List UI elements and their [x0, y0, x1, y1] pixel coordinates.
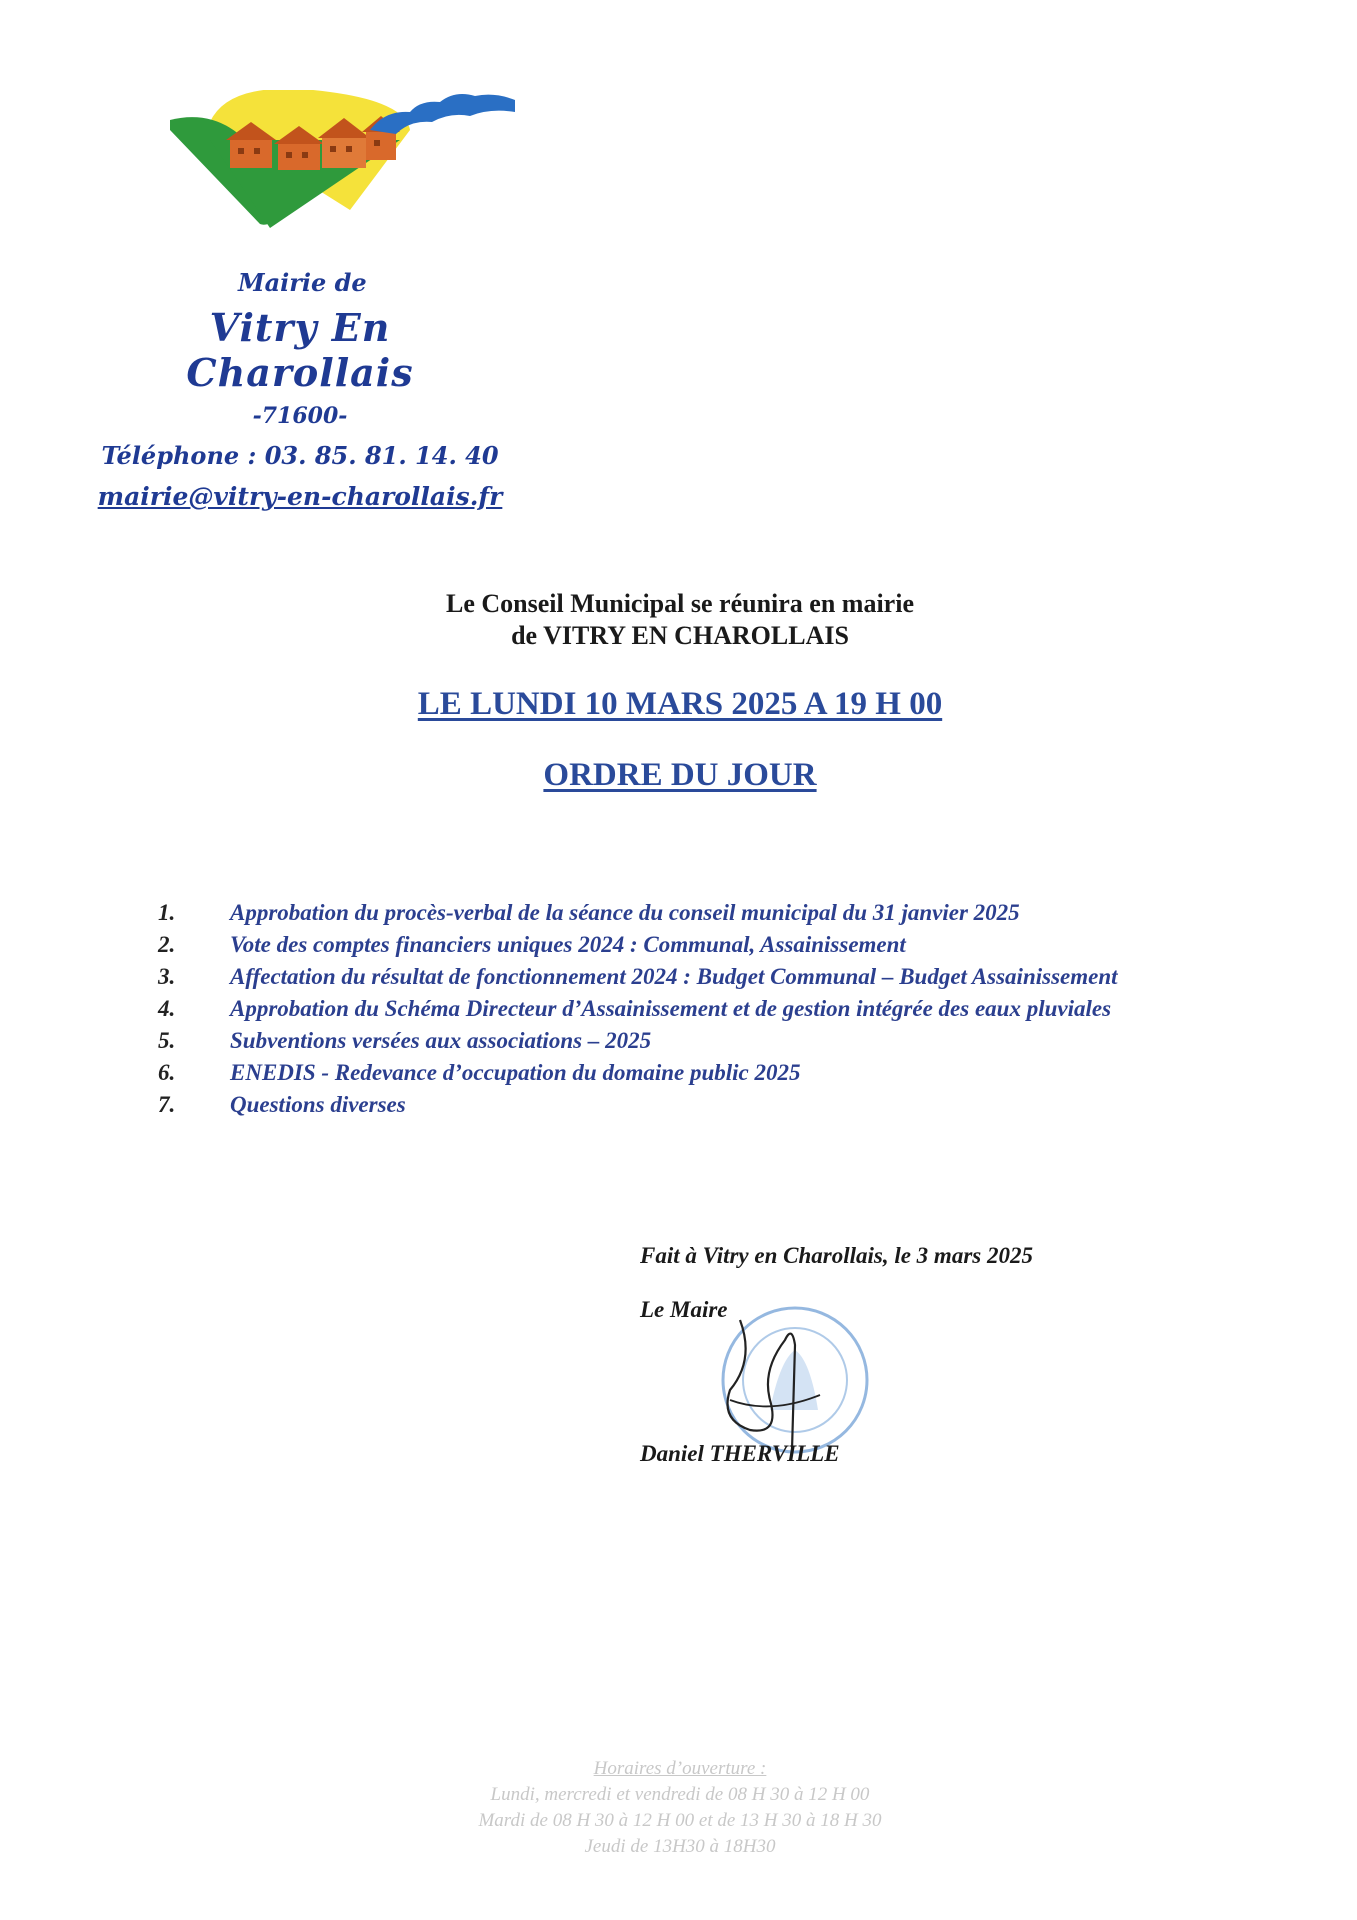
agenda-item-text: ENEDIS - Redevance d’occupation du domaine public 2025 [230, 1060, 801, 1085]
agenda-item-number: 2. [158, 932, 176, 957]
signature-place-date: Fait à Vitry en Charollais, le 3 mars 2025 [640, 1243, 1033, 1268]
letterhead-postal-code: -71600- [252, 403, 348, 429]
opening-hours-footer [330, 1756, 1030, 1860]
signature-name: Daniel THERVILLE [640, 1441, 840, 1466]
letterhead-mairie-label: Mairie de [238, 268, 367, 297]
agenda-item-number: 7. [158, 1092, 176, 1117]
agenda-item-number: 5. [158, 1028, 176, 1053]
signature-block [640, 1243, 1180, 1466]
agenda-item [158, 1090, 1218, 1120]
stamp-graphic [700, 1300, 880, 1460]
agenda-item [158, 930, 1218, 960]
meeting-date: LE LUNDI 10 MARS 2025 A 19 H 00 [417, 686, 943, 722]
agenda-item-number: 4. [158, 996, 176, 1021]
agenda-item-text: Questions diverses [230, 1092, 406, 1117]
letterhead [90, 268, 510, 511]
agenda-item-text: Subventions versées aux associations – 2025 [230, 1028, 652, 1053]
town-logo [170, 90, 515, 230]
signature-role: Le Maire [640, 1297, 728, 1322]
opening-hours-line: Mardi de 08 H 30 à 12 H 00 et de 13 H 30 à 18 H 30 [478, 1810, 882, 1831]
opening-hours-title: Horaires d’ouverture : [593, 1758, 767, 1779]
agenda-title: ORDRE DU JOUR [543, 757, 817, 793]
agenda-item [158, 994, 1218, 1024]
convocation-line-2: de VITRY EN CHAROLLAIS [511, 621, 849, 650]
official-stamp [700, 1300, 880, 1460]
letterhead-email-link[interactable]: mairie@vitry-en-charollais.fr [97, 482, 503, 511]
agenda-item [158, 898, 1218, 928]
convocation-line-1: Le Conseil Municipal se réunira en mairie [446, 589, 914, 618]
opening-hours-line: Lundi, mercredi et vendredi de 08 H 30 à 12 H 00 [490, 1784, 870, 1805]
agenda-item-text: Vote des comptes financiers uniques 2024 : Communal, Assainissement [230, 932, 906, 957]
letterhead-phone: Téléphone : 03. 85. 81. 14. 40 [101, 441, 499, 470]
agenda-item-number: 6. [158, 1060, 176, 1085]
agenda-item-text: Affectation du résultat de fonctionnement 2024 : Budget Communal – Budget Assainissement [230, 964, 1118, 989]
opening-hours-line: Jeudi de 13H30 à 18H30 [584, 1836, 776, 1857]
agenda-item-number: 3. [158, 964, 176, 989]
agenda-item [158, 962, 1218, 992]
town-logo-graphic [170, 90, 515, 230]
agenda-item-text: Approbation du procès-verbal de la séance du conseil municipal du 31 janvier 2025 [230, 900, 1020, 925]
agenda-list [158, 898, 1218, 1122]
agenda-item [158, 1058, 1218, 1088]
convocation-header [300, 588, 1060, 794]
agenda-item [158, 1026, 1218, 1056]
agenda-item-text: Approbation du Schéma Directeur d’Assainissement et de gestion intégrée des eaux pluviales [230, 996, 1112, 1021]
agenda-item-number: 1. [158, 900, 176, 925]
letterhead-town-name: Vitry En Charollais [186, 305, 414, 395]
